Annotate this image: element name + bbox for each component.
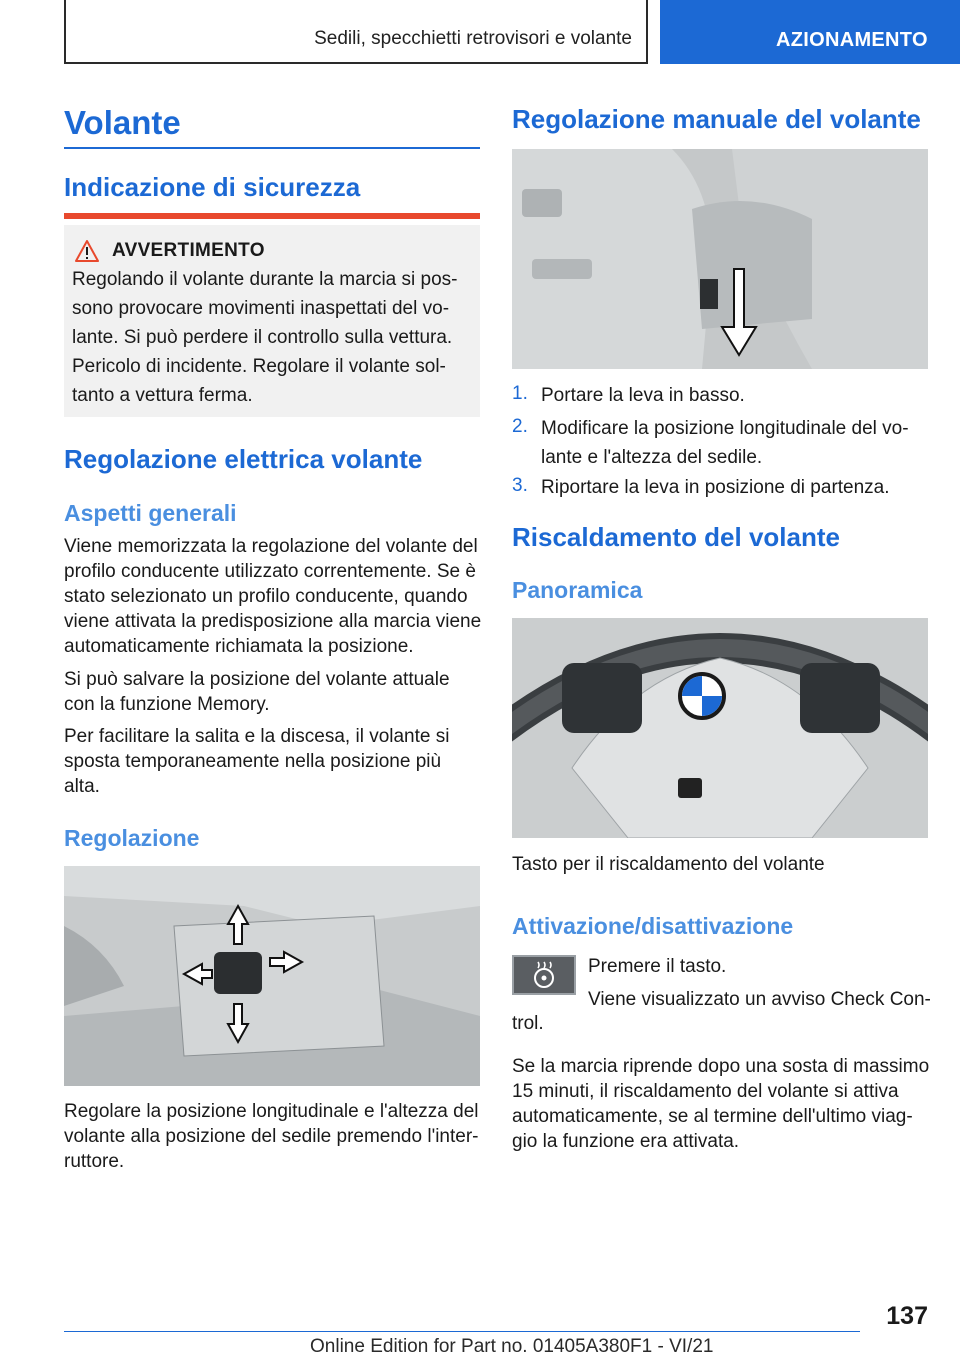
text-line: viene attivata la predisposizione alla marcia viene — [64, 611, 482, 632]
toggle-paragraph-2a: Viene visualizzato un avviso Check Con- — [588, 989, 931, 1010]
title-rule — [64, 147, 480, 149]
toggle-heading: Attivazione/disattivazione — [512, 913, 794, 939]
text-line: profilo conducente utilizzato correntemente. Se è — [64, 561, 476, 582]
warning-text — [72, 265, 472, 410]
step-text — [541, 473, 931, 502]
overview-caption: Tasto per il riscaldamento del volante — [512, 854, 825, 875]
step-number: 3. — [512, 475, 528, 496]
warning-bar — [64, 213, 480, 219]
text-line: Portare la leva in basso. — [541, 385, 745, 406]
header-section-box — [64, 0, 648, 64]
header-chapter-tab[interactable] — [660, 0, 960, 64]
heating-heading: Riscaldamento del volante — [512, 522, 840, 552]
warning-line: tanto a vettura ferma. — [72, 385, 253, 406]
text-line: Si può salvare la posizione del volante attuale — [64, 669, 450, 690]
steering-wheel-image — [512, 618, 928, 838]
text-line: automaticamente richiamata la posizione. — [64, 636, 414, 657]
page-title: Volante — [64, 104, 181, 141]
text-line: Se la marcia riprende dopo una sosta di massimo — [512, 1056, 930, 1077]
warning-triangle-icon — [74, 239, 100, 263]
header-section-title: Sedili, specchietti retrovisori e volante — [314, 28, 632, 49]
adjust-heading: Regolazione — [64, 825, 200, 851]
header-chapter-label: AZIONAMENTO — [776, 29, 928, 51]
text-line: Per facilitare la salita e la discesa, il volante si — [64, 726, 450, 747]
general-paragraph-2 — [64, 667, 480, 717]
text-line: 15 minuti, il riscaldamento del volante si attiva — [512, 1081, 899, 1102]
text-line: Riportare la leva in posizione di partenza. — [541, 477, 890, 498]
toggle-paragraph-2b: trol. — [512, 1013, 544, 1034]
general-heading: Aspetti generali — [64, 500, 237, 526]
text-line: Viene memorizzata la regolazione del volante del — [64, 536, 478, 557]
warning-box — [64, 225, 480, 417]
electric-heading: Regolazione elettrica volante — [64, 444, 423, 474]
resume-paragraph — [512, 1054, 932, 1154]
step-number: 1. — [512, 383, 528, 404]
warning-line: Regolando il volante durante la marcia si pos- — [72, 269, 458, 290]
text-line: lante e l'altezza del sedile. — [541, 447, 763, 468]
footer-edition: Online Edition for Part no. 01405A380F1 - VI/21 — [310, 1336, 714, 1357]
warning-line: Pericolo di incidente. Regolare il volante sol- — [72, 356, 446, 377]
text-line: sposta temporaneamente nella posizione più — [64, 751, 442, 772]
text-line: ruttore. — [64, 1151, 125, 1172]
step-text — [541, 414, 931, 472]
text-line: Regolare la posizione longitudinale e l'altezza del — [64, 1101, 479, 1122]
text-line: stato selezionato un profilo conducente, quando — [64, 586, 468, 607]
text-line: automaticamente, se al termine dell'ultimo viag- — [512, 1106, 913, 1127]
page-number: 137 — [886, 1302, 928, 1330]
steering-adjust-switch-image — [64, 866, 480, 1086]
step-text — [541, 381, 931, 410]
safety-heading: Indicazione di sicurezza — [64, 172, 361, 202]
text-line: gio la funzione era attivata. — [512, 1131, 740, 1152]
text-line: con la funzione Memory. — [64, 694, 270, 715]
general-paragraph-1 — [64, 534, 484, 659]
text-line: volante alla posizione del sedile premendo l'inter- — [64, 1126, 479, 1147]
warning-title: AVVERTIMENTO — [112, 240, 265, 261]
warning-line: lante. Si può perdere il controllo sulla vettura. — [72, 327, 453, 348]
steering-heat-button-icon — [512, 955, 576, 995]
manual-lever-image — [512, 149, 928, 369]
adjust-caption — [64, 1099, 480, 1174]
manual-heading: Regolazione manuale del volante — [512, 104, 921, 134]
step-number: 2. — [512, 416, 528, 437]
footer-rule — [64, 1331, 860, 1332]
warning-line: sono provocare movimenti inaspettati del vo- — [72, 298, 450, 319]
text-line: alta. — [64, 776, 100, 797]
overview-heading: Panoramica — [512, 577, 643, 603]
general-paragraph-3 — [64, 724, 480, 799]
toggle-paragraph-1: Premere il tasto. — [588, 956, 727, 977]
text-line: Modificare la posizione longitudinale del vo- — [541, 418, 909, 439]
